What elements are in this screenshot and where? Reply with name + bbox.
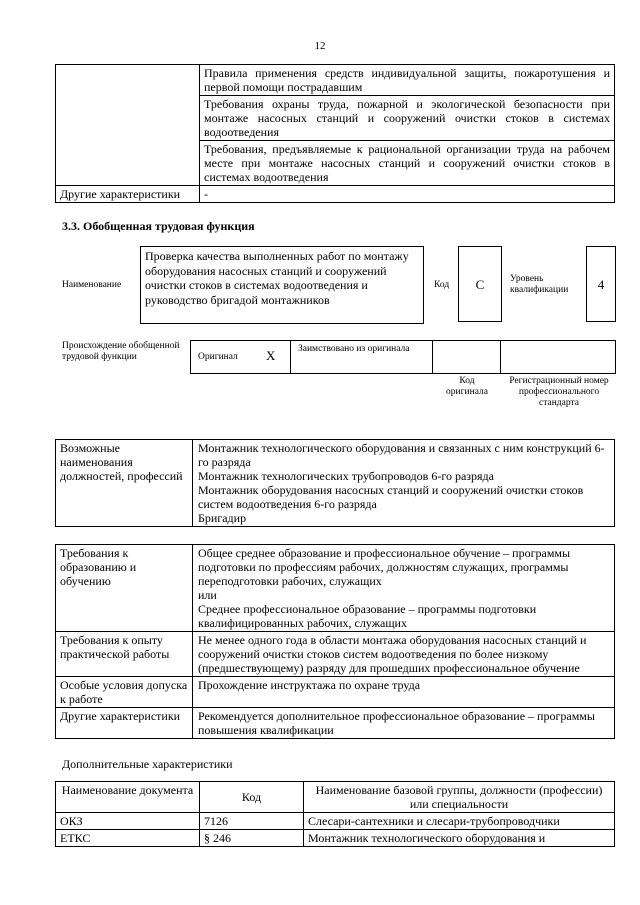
top-table-empty-cell (56, 65, 200, 186)
borrowed-label: Заимствовано из оригинала (298, 344, 410, 354)
requirement-label: Особые условия допуска к работе (56, 677, 193, 708)
code-label: Код (434, 280, 450, 290)
origin-divider (500, 340, 501, 374)
origin-label: Происхождение обобщенной трудовой функции (62, 341, 180, 362)
top-table (55, 64, 615, 203)
position-line: Монтажник технологических трубопроводов 6-го разряда (198, 469, 494, 483)
top-table-row: Требования охраны труда, пожарной и экологической безопасности при монтаже насосных станций и сооружений очистки стоков в системах водоотведения (200, 96, 615, 141)
name-value: Проверка качества выполненных работ по монтажу оборудования насосных станций и сооружений очистки стоков в системах водоотведения и руководство бригадой монтажников (140, 246, 424, 324)
additional-title: Дополнительные характеристики (62, 757, 233, 771)
additional-cell: § 246 (200, 830, 304, 847)
requirement-value: Прохождение инструктажа по охране труда (193, 677, 615, 708)
requirement-value: Среднее профессиональное образование – программы подготовки квалифицированных рабочих, служащих (198, 602, 537, 630)
requirement-value: Не менее одного года в области монтажа оборудования насосных станций и сооружений очистки стоков систем водоотведения по более низкому (предшествующему) разряду для прошедших профессиональное обучение (193, 632, 615, 677)
positions-table (55, 439, 615, 527)
top-table-row: Требования, предъявляемые к рациональной организации труда на рабочем месте при монтаже насосных станций и сооружений очистки стоков в системах водоотведения (200, 141, 615, 186)
requirement-value: Общее среднее образование и профессиональное обучение – программы подготовки по профессиям рабочих, должностям служащих, программы переподготовки рабочих, служащих (198, 546, 571, 588)
requirement-label: Требования к опыту практической работы (56, 632, 193, 677)
additional-cell: Слесари-сантехники и слесари-трубопроводчики (304, 813, 615, 830)
position-line: Бригадир (198, 511, 247, 525)
requirements-table (55, 544, 615, 739)
page-number: 12 (314, 40, 326, 52)
additional-cell: ЕТКС (56, 830, 200, 847)
additional-table (55, 781, 615, 847)
additional-cell: 7126 (200, 813, 304, 830)
code-original-caption: Код оригинала (446, 376, 488, 397)
original-mark: X (266, 348, 276, 363)
level-label: Уровень квалификации (510, 274, 569, 295)
additional-header: Наименование документа (56, 782, 200, 813)
additional-header: Наименование базовой группы, должности (профессии) или специальности (304, 782, 615, 813)
origin-divider (432, 340, 433, 374)
position-line: Монтажник технологического оборудования и связанных с ним конструкций 6-го разряда (198, 441, 605, 469)
reg-number-caption: Регистрационный номер профессионального стандарта (509, 376, 609, 408)
requirement-value: или (198, 588, 217, 602)
position-line: Монтажник оборудования насосных станций и сооружений очистки стоков систем водоотведения 6-го разряда (198, 483, 584, 511)
original-label: Оригинал (198, 352, 238, 362)
requirement-value: Рекомендуется дополнительное профессиональное образование – программы повышения квалификации (193, 708, 615, 739)
additional-cell: Монтажник технологического оборудования и (304, 830, 615, 847)
section-heading: 3.3. Обобщенная трудовая функция (62, 219, 255, 233)
additional-cell: ОКЗ (56, 813, 200, 830)
top-table-row: Правила применения средств индивидуальной защиты, пожаротушения и первой помощи пострадавшим (200, 65, 615, 96)
origin-divider (290, 340, 291, 374)
other-characteristics-value: - (200, 186, 615, 203)
requirement-label: Требования к образованию и обучению (56, 545, 193, 632)
positions-label: Возможные наименования должностей, профессий (56, 440, 193, 527)
requirement-label: Другие характеристики (56, 708, 193, 739)
additional-header: Код (200, 782, 304, 813)
other-characteristics-label: Другие характеристики (56, 186, 200, 203)
level-value: 4 (586, 246, 616, 322)
name-label: Наименование (62, 280, 122, 290)
code-value: C (458, 246, 502, 322)
